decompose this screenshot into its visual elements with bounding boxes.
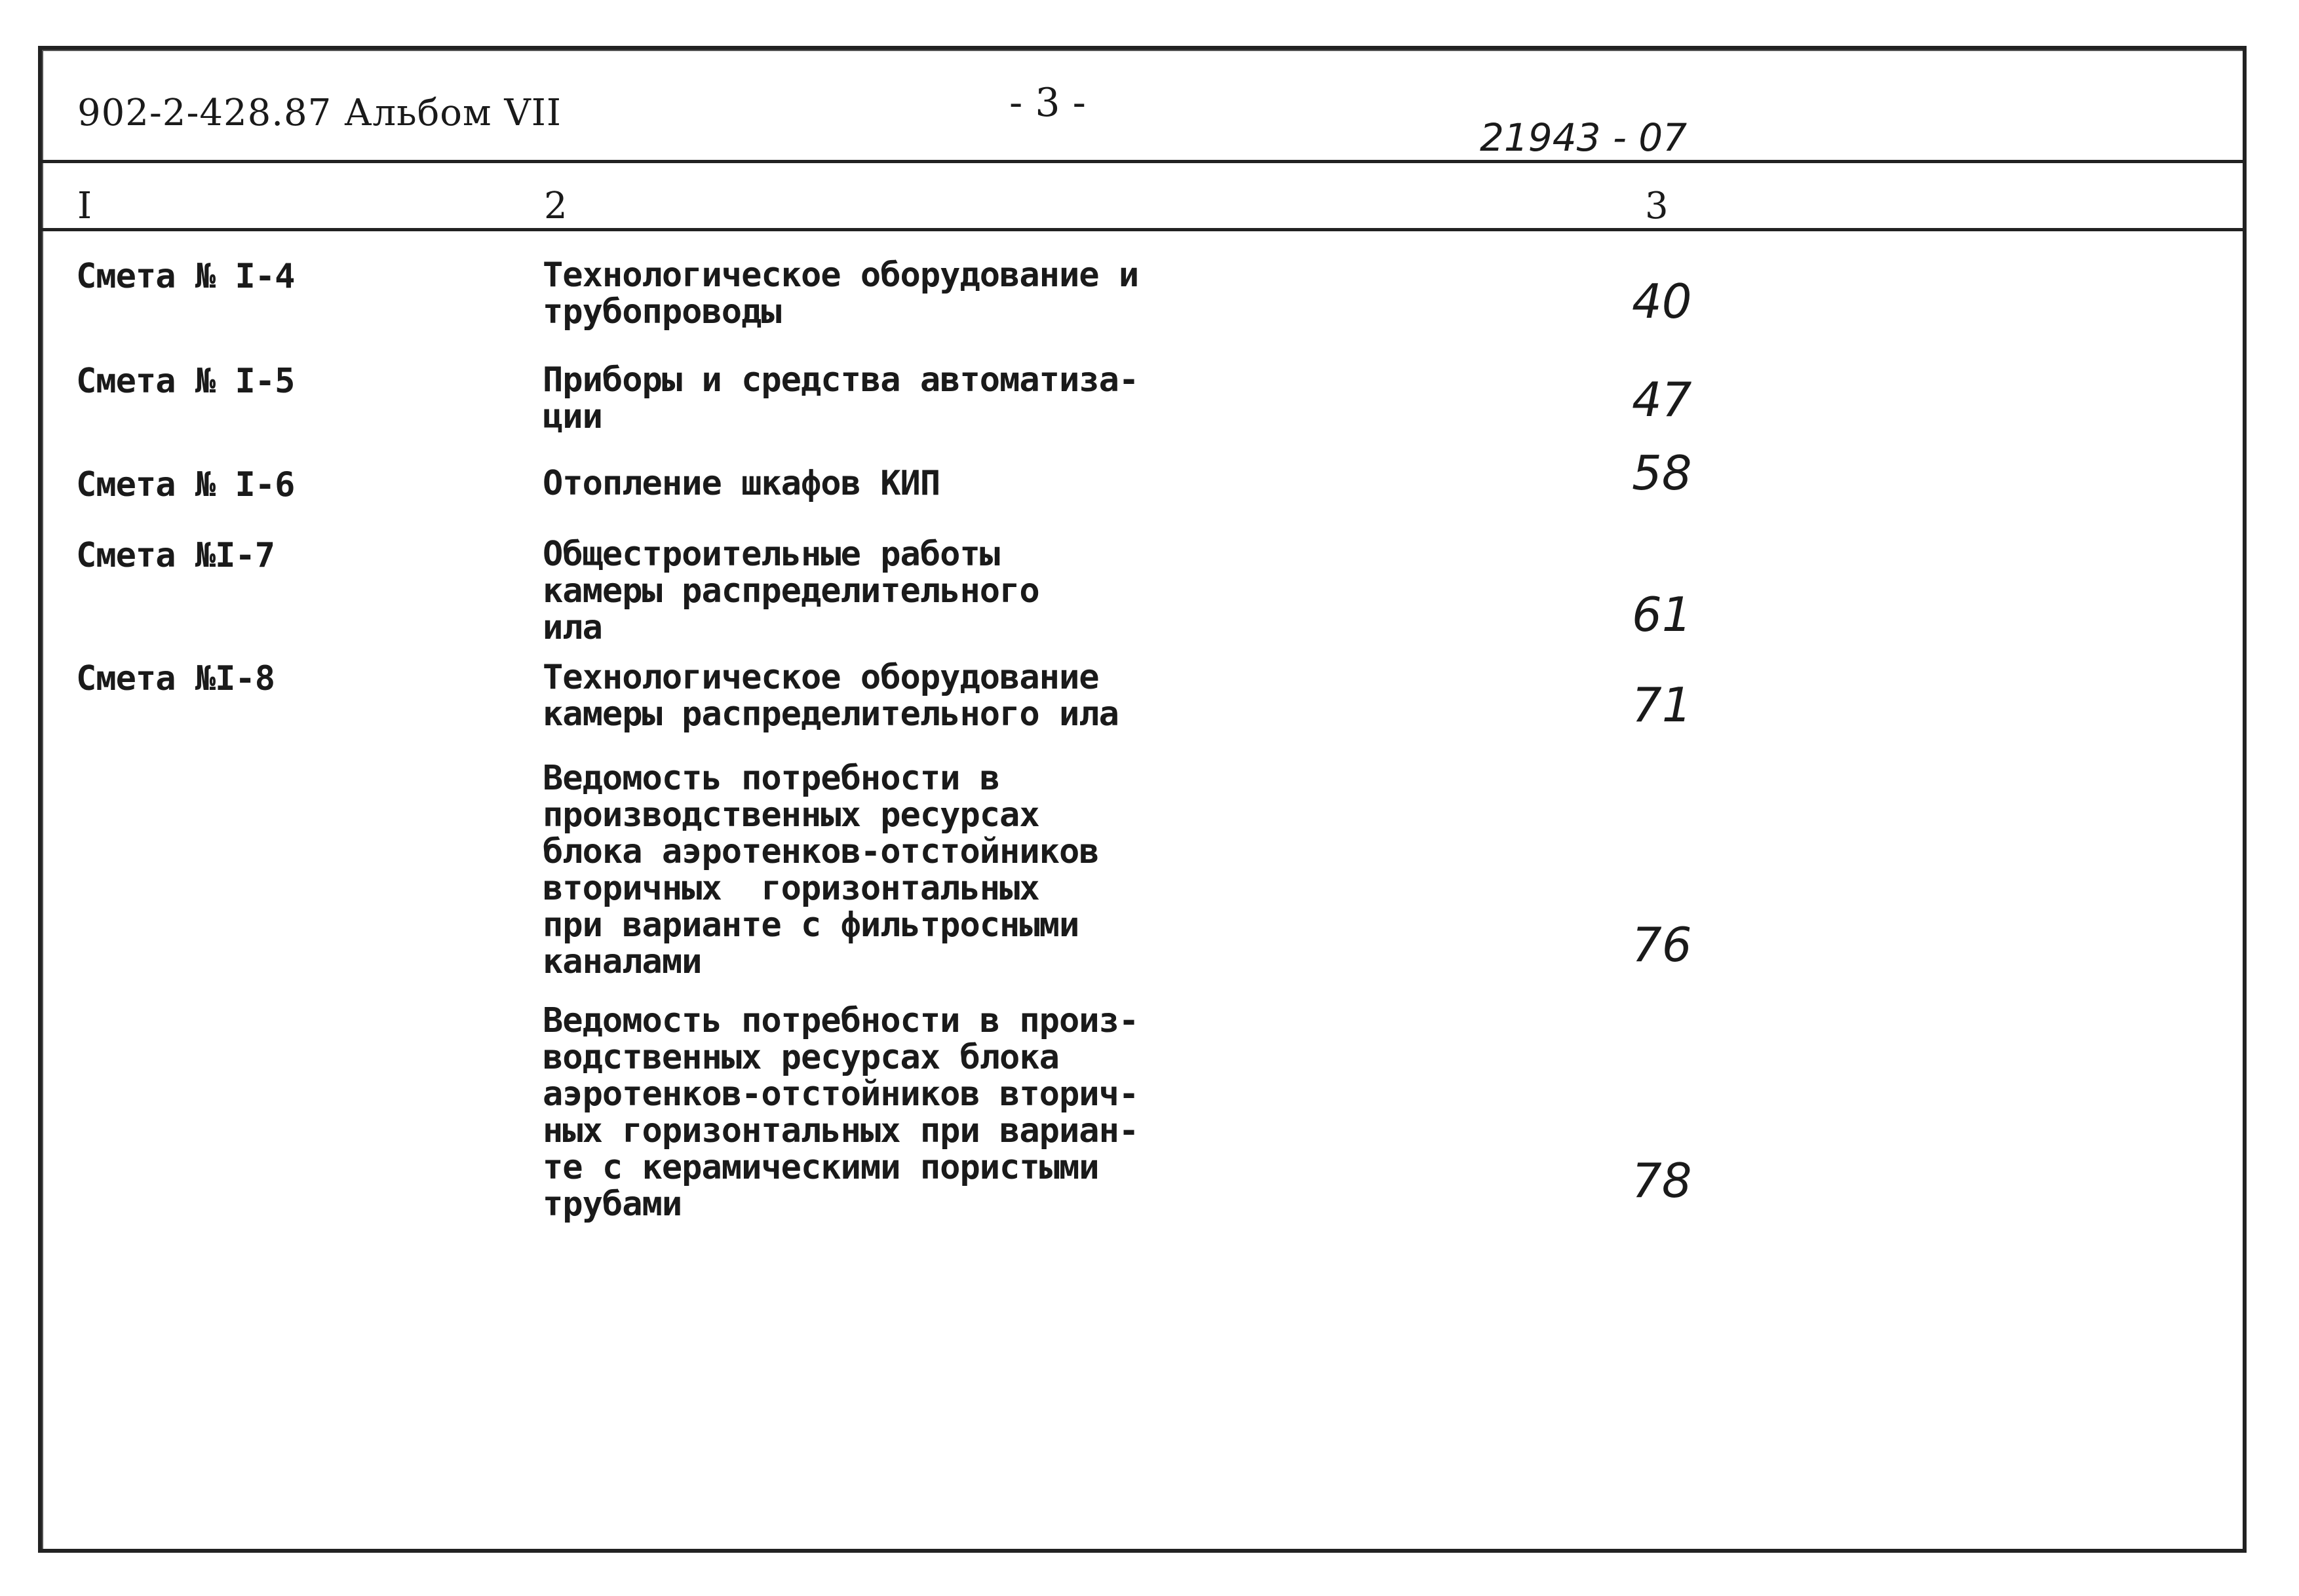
row-5-description: Технологическое оборудование камеры распределительного ила (543, 658, 1119, 734)
row-5-page: 71 (1632, 677, 1692, 732)
inventory-number: 21943 - 07 (1480, 115, 1688, 160)
row-4-page: 61 (1632, 587, 1692, 642)
row-4-estimate-id: Смета №I-7 (76, 536, 275, 575)
row-3-page: 58 (1632, 446, 1692, 501)
row-3-estimate-id: Смета № I-6 (76, 465, 295, 504)
row-7-page: 78 (1632, 1153, 1692, 1208)
page-frame-inner-line (42, 50, 2243, 1549)
column-header-1: I (77, 185, 92, 227)
column-header-2: 2 (544, 185, 568, 227)
row-5-estimate-id: Смета №I-8 (76, 659, 275, 698)
header-rule-top (42, 160, 2247, 163)
row-3-description: Отопление шкафов КИП (543, 464, 940, 503)
document-code: 902-2-428.87 Альбом VII (77, 92, 562, 134)
row-4-description: Общестроительные работы камеры распределительного ила (543, 535, 1039, 647)
row-2-page: 47 (1632, 372, 1692, 427)
column-header-3: 3 (1645, 185, 1669, 227)
row-1-estimate-id: Смета № I-4 (76, 257, 295, 296)
row-2-estimate-id: Смета № I-5 (76, 362, 295, 401)
page-number: - 3 - (1009, 80, 1086, 126)
row-2-description: Приборы и средства автоматиза- ции (543, 360, 1139, 436)
header-rule-bottom (42, 228, 2247, 231)
row-1-page: 40 (1632, 274, 1692, 329)
row-1-description: Технологическое оборудование и трубопроводы (543, 256, 1139, 332)
row-6-page: 76 (1632, 917, 1692, 972)
row-7-description: Ведомость потребности в произ- водственных ресурсах блока аэротенков-отстойников вторич- ных горизонтальных при вариан- те с керамическими пористыми трубами (543, 1001, 1139, 1224)
row-6-description: Ведомость потребности в производственных ресурсах блока аэротенков-отстойников вторичных горизонтальных при варианте с фильтросными каналами (543, 759, 1099, 981)
